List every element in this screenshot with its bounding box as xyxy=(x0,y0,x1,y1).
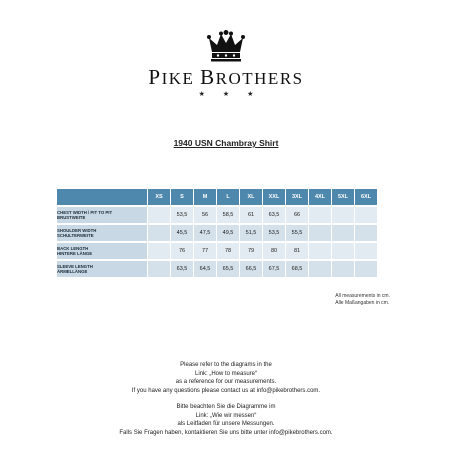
size-header: S xyxy=(171,189,193,205)
contact-email-line[interactable]: If you have any questions please contact us at info@pikebrothers.com. xyxy=(131,387,321,394)
table-row xyxy=(57,225,377,241)
table-cell: 79 xyxy=(240,243,262,259)
note-en: All measurements in cm. xyxy=(335,293,390,299)
row-label: BACK LENGTH HINTERE LÄNGE xyxy=(57,243,147,259)
table-cell xyxy=(332,225,354,241)
table-cell: 47,5 xyxy=(194,225,216,241)
table-cell: 49,5 xyxy=(217,225,239,241)
table-cell xyxy=(148,243,170,259)
table-cell xyxy=(355,243,377,259)
measurement-note xyxy=(335,293,390,307)
table-cell xyxy=(332,261,354,277)
table-cell: 45,5 xyxy=(171,225,193,241)
table-cell: 65,5 xyxy=(217,261,239,277)
info-en-line: Please refer to the diagrams in the xyxy=(180,362,272,368)
table-cell: 68,5 xyxy=(286,261,308,277)
table-cell: 56 xyxy=(194,207,216,223)
size-header: 4XL xyxy=(309,189,331,205)
table-cell: 53,5 xyxy=(263,225,285,241)
size-header: 6XL xyxy=(355,189,377,205)
table-row xyxy=(57,207,377,223)
table-cell: 58,5 xyxy=(217,207,239,223)
contact-email-line-de[interactable]: Falls Sie Fragen haben, kontaktieren Sie uns bitte unter info@pikebrothers.com. xyxy=(119,429,333,436)
info-block xyxy=(0,361,452,437)
size-header: XL xyxy=(240,189,262,205)
size-chart-table xyxy=(56,187,378,279)
row-label: CHEST WIDTH / PIT TO PIT BRUSTWEITE xyxy=(57,207,147,223)
table-cell: 67,5 xyxy=(263,261,285,277)
size-header: 5XL xyxy=(332,189,354,205)
table-row xyxy=(57,261,377,277)
table-cell xyxy=(309,225,331,241)
table-cell xyxy=(355,225,377,241)
row-label: SHOULDER WIDTH SCHULTERWEITE xyxy=(57,225,147,241)
table-cell: 77 xyxy=(194,243,216,259)
brand-logo xyxy=(0,30,452,98)
table-cell: 55,5 xyxy=(286,225,308,241)
table-cell: 63,5 xyxy=(263,207,285,223)
table-cell xyxy=(148,225,170,241)
table-row xyxy=(57,243,377,259)
table-cell: 80 xyxy=(263,243,285,259)
size-header: XXL xyxy=(263,189,285,205)
size-header: L xyxy=(217,189,239,205)
table-cell xyxy=(355,261,377,277)
info-de-line: Bitte beachten Sie die Diagramme im xyxy=(176,404,276,410)
size-header-row xyxy=(57,189,377,205)
row-label: SLEEVE LENGTH ÄRMELLÄNGE xyxy=(57,261,147,277)
table-cell xyxy=(355,207,377,223)
wie-wir-messen-link[interactable]: Link: „Wie wir messen“ xyxy=(195,412,257,419)
table-cell: 66,5 xyxy=(240,261,262,277)
table-cell: 51,5 xyxy=(240,225,262,241)
page-title: 1940 USN Chambray Shirt xyxy=(173,138,279,148)
table-cell: 76 xyxy=(171,243,193,259)
brand-name: PIKE BROTHERS xyxy=(148,65,304,89)
table-cell: 61 xyxy=(240,207,262,223)
table-cell xyxy=(332,243,354,259)
table-cell: 53,5 xyxy=(171,207,193,223)
table-cell xyxy=(148,261,170,277)
spacer xyxy=(0,395,452,403)
info-de-line: als Leitfaden für unsere Messungen. xyxy=(177,421,275,427)
crown-icon xyxy=(206,30,246,64)
table-cell: 66 xyxy=(286,207,308,223)
table-cell xyxy=(309,261,331,277)
size-header: XS xyxy=(148,189,170,205)
size-header: M xyxy=(194,189,216,205)
table-cell: 81 xyxy=(286,243,308,259)
table-cell xyxy=(309,243,331,259)
note-de: Alle Maßangaben in cm. xyxy=(335,300,390,306)
how-to-measure-link[interactable]: Link: „How to measure“ xyxy=(194,370,258,377)
table-cell xyxy=(309,207,331,223)
table-cell: 64,5 xyxy=(194,261,216,277)
table-cell: 78 xyxy=(217,243,239,259)
table-cell xyxy=(148,207,170,223)
info-en-line: as a reference for our measurements. xyxy=(175,379,277,385)
table-cell: 63,5 xyxy=(171,261,193,277)
brand-stars: ★ ★ ★ xyxy=(198,91,262,98)
size-header: 3XL xyxy=(286,189,308,205)
table-cell xyxy=(332,207,354,223)
table-corner-cell xyxy=(57,189,147,205)
